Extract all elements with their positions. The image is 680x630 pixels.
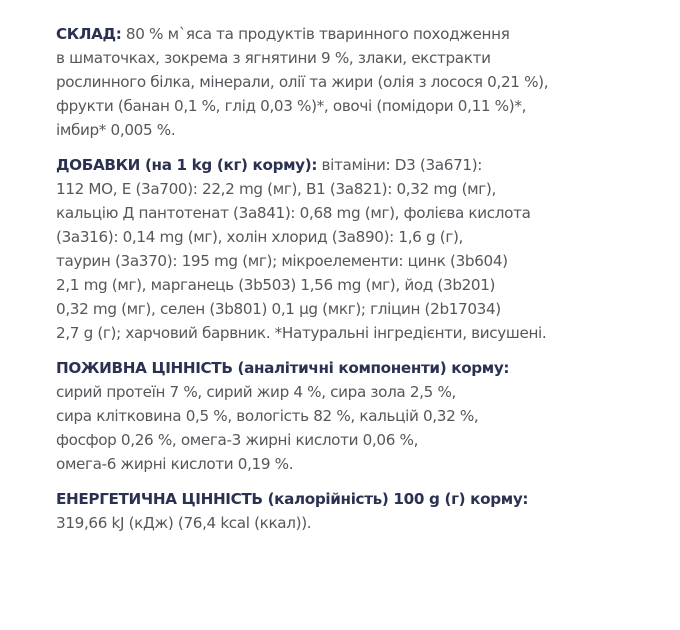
additives-line: 112 МО, E (3a700): 22,2 mg (мг), B1 (3a821): 0,32 mg (мг), xyxy=(56,180,496,198)
nutrition-line: фосфор 0,26 %, омега-3 жирні кислоти 0,06 %, xyxy=(56,431,419,449)
additives-line: 0,32 mg (мг), селен (3b801) 0,1 µg (мкг); гліцин (2b17034) xyxy=(56,300,501,318)
composition-line: в шматочках, зокрема з ягнятини 9 %, злаки, екстракти xyxy=(56,49,491,67)
additives-line xyxy=(56,153,656,177)
additives-line: кальцію Д пантотенат (3a841): 0,68 mg (мг), фолієва кислота xyxy=(56,204,531,222)
energy-line: 319,66 kJ (кДж) (76,4 kcal (ккал)). xyxy=(56,514,312,532)
additives-heading: ДОБАВКИ (на 1 kg (кг) корму): xyxy=(56,156,318,174)
nutrition-section xyxy=(56,356,656,476)
nutrition-heading: ПОЖИВНА ЦІННІСТЬ (аналітичні компоненти) корму: xyxy=(56,359,510,377)
product-composition-document xyxy=(56,22,656,545)
additives-section xyxy=(56,153,656,345)
additives-line: 2,7 g (г); харчовий барвник. *Натуральні інгредієнти, висушені. xyxy=(56,324,547,342)
additives-line: 2,1 mg (мг), марганець (3b503) 1,56 mg (мг), йод (3b201) xyxy=(56,276,496,294)
composition-line: фрукти (банан 0,1 %, глід 0,03 %)*, овочі (помідори 0,11 %)*, xyxy=(56,97,527,115)
additives-line: (3a316): 0,14 mg (мг), холін хлорид (3a890): 1,6 g (г), xyxy=(56,228,464,246)
composition-line xyxy=(56,22,656,46)
additives-text: вітаміни: D3 (3a671): xyxy=(321,156,483,174)
energy-section xyxy=(56,487,656,535)
nutrition-line: сирий протеїн 7 %, сирий жир 4 %, сира зола 2,5 %, xyxy=(56,383,457,401)
composition-text: 80 % м`яса та продуктів тваринного походження xyxy=(125,25,510,43)
nutrition-line: омега-6 жирні кислоти 0,19 %. xyxy=(56,455,294,473)
composition-line: імбир* 0,005 %. xyxy=(56,121,176,139)
composition-section xyxy=(56,22,656,142)
composition-line: рослинного білка, мінерали, олії та жири (олія з лосося 0,21 %), xyxy=(56,73,549,91)
energy-heading: ЕНЕРГЕТИЧНА ЦІННІСТЬ (калорійність) 100 g (г) корму: xyxy=(56,490,529,508)
nutrition-line: сира клітковина 0,5 %, вологість 82 %, кальцій 0,32 %, xyxy=(56,407,479,425)
additives-line: таурин (3a370): 195 mg (мг); мікроелементи: цинк (3b604) xyxy=(56,252,508,270)
composition-heading: СКЛАД: xyxy=(56,25,122,43)
